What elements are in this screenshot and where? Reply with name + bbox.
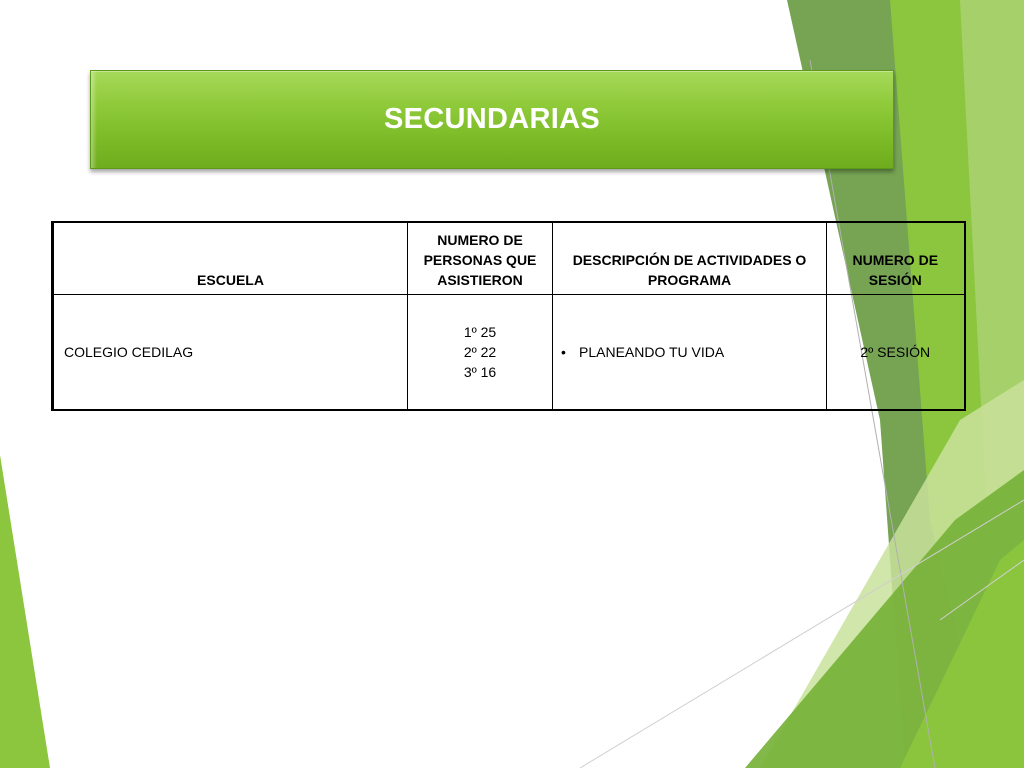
- activities-table: [51, 221, 966, 411]
- table-row: [53, 294, 965, 410]
- count-line-1: 1º 25: [463, 323, 497, 340]
- cell-sesion: 2º SESIÓN: [827, 294, 965, 410]
- table-header-row: [53, 222, 965, 294]
- left-green-wedge: [0, 455, 50, 768]
- cell-escuela: COLEGIO CEDILAG: [53, 294, 408, 410]
- bullet-item: [561, 342, 818, 362]
- count-line-2: 2º 22: [463, 343, 497, 360]
- bullet-icon: •: [561, 343, 566, 360]
- slide-title: SECUNDARIAS: [384, 103, 600, 135]
- cell-descripcion: [553, 294, 827, 410]
- header-descripcion: DESCRIPCIÓN DE ACTIVIDADES O PROGRAMA: [553, 222, 827, 294]
- title-banner: [90, 70, 894, 169]
- count-line-3: 3º 16: [463, 363, 497, 380]
- cell-personas: [408, 294, 553, 410]
- header-sesion: NUMERO DE SESIÓN: [827, 222, 965, 294]
- header-escuela: ESCUELA: [53, 222, 408, 294]
- header-personas: NUMERO DE PERSONAS QUE ASISTIERON: [408, 222, 553, 294]
- bullet-text: PLANEANDO TU VIDA: [579, 343, 725, 360]
